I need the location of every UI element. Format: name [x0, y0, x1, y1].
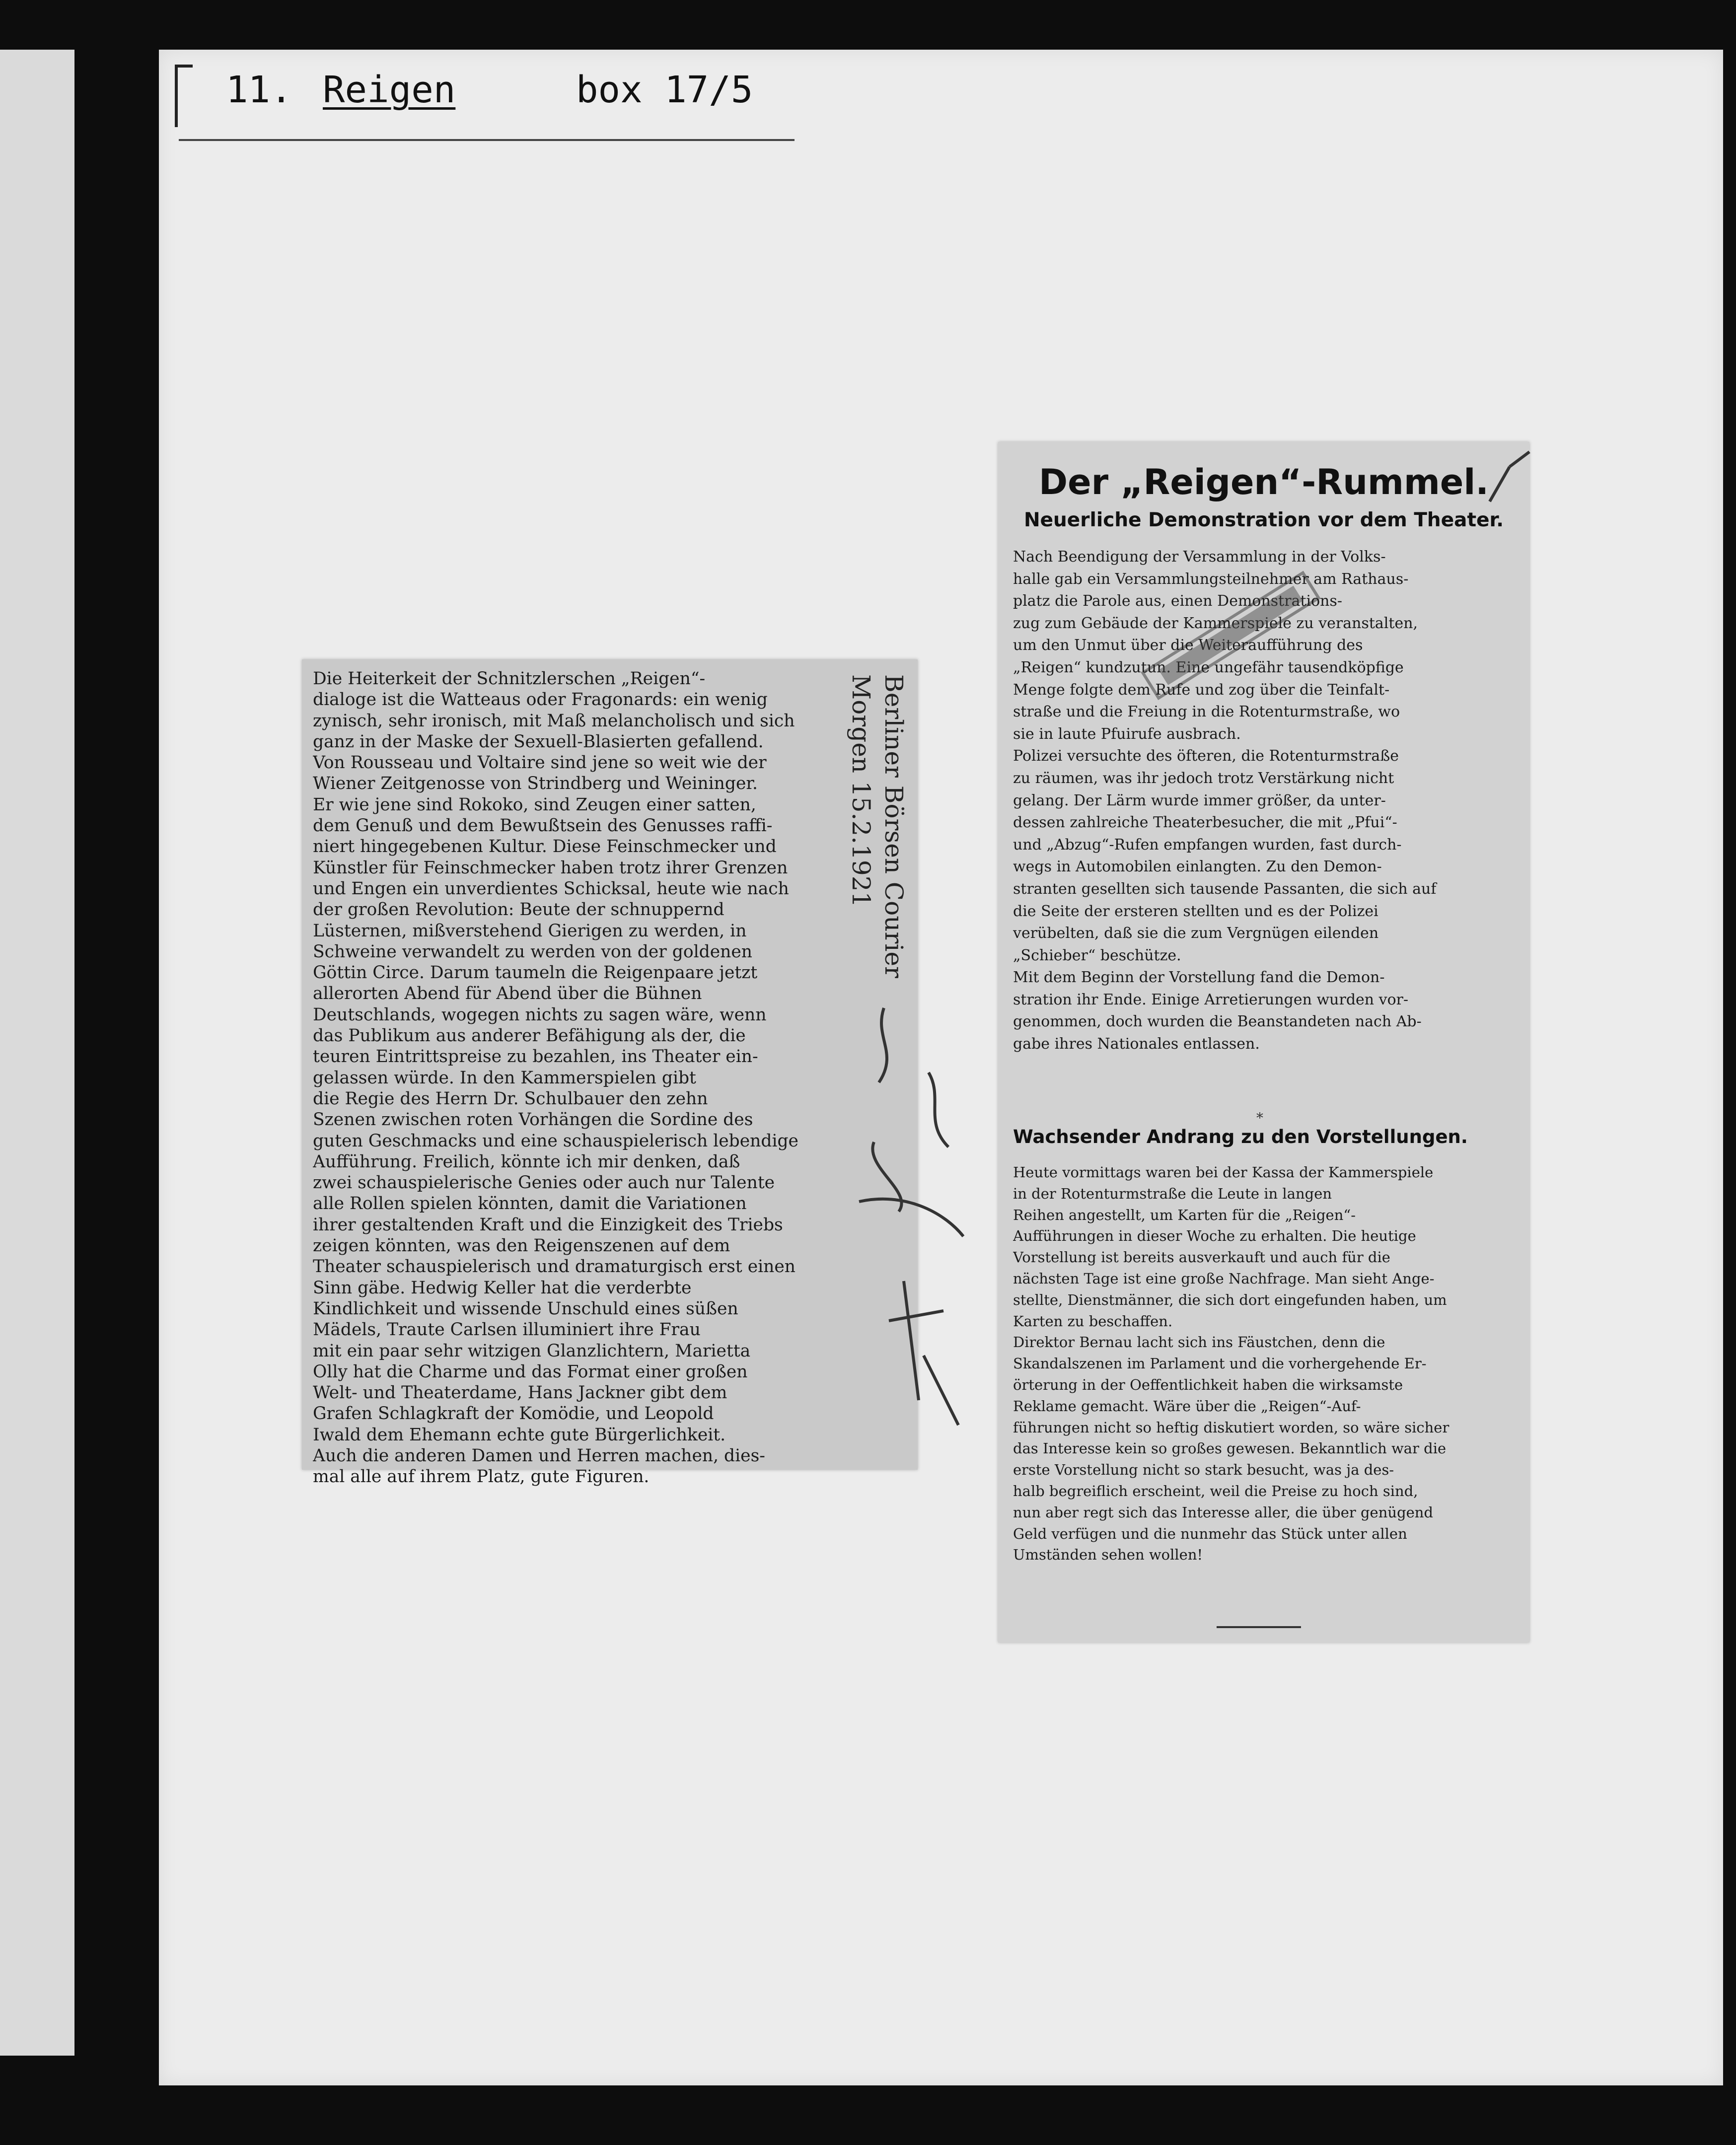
stamp-newspaper-name: Berliner Börsen Courier: [879, 674, 908, 978]
text-line: örterung in der Oeffentlichkeit haben die wirksamste: [1013, 1376, 1403, 1393]
text-line: Szenen zwischen roten Vorhängen die Sordine des: [313, 1110, 753, 1130]
text-line: führungen nicht so heftig diskutiert worden, so wäre sicher: [1013, 1419, 1449, 1436]
article-paragraph-2: [1013, 1162, 1510, 1566]
text-line: Direktor Bernau lacht sich ins Fäustchen, denn die: [1013, 1334, 1385, 1351]
text-line: ihrer gestaltenden Kraft und die Einzigkeit des Triebs: [313, 1215, 783, 1235]
text-line: Umständen sehen wollen!: [1013, 1546, 1203, 1564]
article-subheadline: Neuerliche Demonstration vor dem Theater.: [1023, 509, 1504, 531]
corner-mark: [175, 65, 193, 127]
text-line: platz die Parole aus, einen Demonstrations-: [1013, 592, 1343, 610]
text-line: Mädels, Traute Carlsen illuminiert ihre Frau: [313, 1320, 701, 1340]
overprint-stamp: [1078, 549, 1375, 727]
text-line: Wiener Zeitgenosse von Strindberg und Weininger.: [313, 774, 758, 794]
text-line: Von Rousseau und Voltaire sind jene so weit wie der: [313, 753, 767, 773]
review-text: [313, 668, 829, 1488]
text-line: stration ihr Ende. Einige Arretierungen wurden vor-: [1013, 991, 1409, 1008]
text-line: Kindlichkeit und wissende Unschuld eines süßen: [313, 1298, 738, 1319]
text-line: genommen, doch wurden die Beanstandeten nach Ab-: [1013, 1013, 1422, 1031]
text-line: Lüsternen, mißverstehend Gierigen zu werden, in: [313, 921, 747, 941]
text-line: Welt- und Theaterdame, Hans Jackner gibt dem: [313, 1383, 727, 1403]
newspaper-clipping-report: [998, 442, 1529, 1643]
text-line: Olly hat die Charme und das Format einer großen: [313, 1361, 748, 1382]
text-line: das Publikum aus anderer Befähigung als der, die: [313, 1026, 746, 1046]
text-line: mal alle auf ihrem Platz, gute Figuren.: [313, 1467, 650, 1487]
text-line: gabe ihres Nationales entlassen.: [1013, 1035, 1260, 1053]
text-line: gelang. Der Lärm wurde immer größer, da unter-: [1013, 791, 1386, 809]
text-line: dessen zahlreiche Theaterbesucher, die mit „Pfui“-: [1013, 814, 1397, 832]
sheet-header: [179, 55, 795, 141]
text-line: Er wie jene sind Rokoko, sind Zeugen einer satten,: [313, 794, 756, 815]
text-line: Karten zu beschaffen.: [1013, 1312, 1173, 1330]
text-line: der großen Revolution: Beute der schnuppernd: [313, 900, 724, 920]
adjacent-page-strip: [0, 50, 74, 2056]
text-line: in der Rotenturmstraße die Leute in langen: [1013, 1185, 1332, 1202]
text-line: Nach Beendigung der Versammlung in der Volks-: [1013, 548, 1386, 566]
text-line: gelassen würde. In den Kammerspielen gibt: [313, 1068, 696, 1088]
sheet-title: Reigen: [323, 69, 456, 111]
text-line: Die Heiterkeit der Schnitzlerschen „Reigen“-: [313, 669, 706, 689]
text-line: verübelten, daß sie die zum Vergnügen eilenden: [1013, 925, 1379, 942]
text-line: Sinn gäbe. Hedwig Keller hat die verderbte: [313, 1278, 692, 1298]
stamp-date: Morgen 15.2.1921: [847, 674, 875, 908]
text-line: halb begreiflich erscheint, weil die Preise zu hoch sind,: [1013, 1482, 1418, 1500]
text-line: Reklame gemacht. Wäre über die „Reigen“-Auf-: [1013, 1397, 1361, 1415]
end-rule: [1217, 1626, 1301, 1628]
text-line: „Schieber“ beschütze.: [1013, 946, 1181, 964]
text-line: guten Geschmacks und eine schauspielerisch lebendige: [313, 1131, 798, 1151]
text-line: straße und die Freiung in die Rotenturmstraße, wo: [1013, 703, 1400, 721]
text-line: Aufführungen in dieser Woche zu erhalten. Die heutige: [1013, 1227, 1416, 1245]
text-line: Schweine verwandelt zu werden von der goldenen: [313, 941, 752, 962]
text-line: die Seite der ersteren stellten und es der Polizei: [1013, 902, 1378, 920]
text-line: Theater schauspielerisch und dramaturgisch erst einen: [313, 1257, 796, 1277]
text-line: Iwald dem Ehemann echte gute Bürgerlichkeit.: [313, 1425, 726, 1445]
text-line: und „Abzug“-Rufen empfangen wurden, fast durch-: [1013, 836, 1402, 854]
text-line: Vorstellung ist bereits ausverkauft und auch für die: [1013, 1249, 1390, 1266]
text-line: nächsten Tage ist eine große Nachfrage. Man sieht Ange-: [1013, 1270, 1435, 1287]
text-line: Grafen Schlagkraft der Komödie, und Leopold: [313, 1404, 714, 1424]
text-line: Mit dem Beginn der Vorstellung fand die Demon-: [1013, 969, 1385, 987]
newspaper-clipping-review: [302, 659, 918, 1487]
text-line: dialoge ist die Watteaus oder Fragonards: ein wenig: [313, 690, 768, 710]
text-line: stranten gesellten sich tausende Passanten, die sich auf: [1013, 880, 1437, 898]
article-headline: Der „Reigen“-Rummel.: [1038, 462, 1489, 502]
text-line: Künstler für Feinschmecker haben trotz ihrer Grenzen: [313, 858, 788, 878]
text-line: und Engen ein unverdientes Schicksal, heute wie nach: [313, 878, 789, 899]
text-line: die Regie des Herrn Dr. Schulbauer den zehn: [313, 1088, 708, 1109]
text-line: erste Vorstellung nicht so stark besucht, was ja des-: [1013, 1461, 1394, 1479]
text-line: „Reigen“ kundzutun. Eine ungefähr tausendköpfige: [1013, 658, 1404, 676]
text-line: Heute vormittags waren bei der Kassa der Kammerspiele: [1013, 1164, 1434, 1181]
text-line: Göttin Circe. Darum taumeln die Reigenpaare jetzt: [313, 963, 758, 983]
text-line: nun aber regt sich das Interesse aller, die über genügend: [1013, 1503, 1434, 1521]
text-line: Deutschlands, wogegen nichts zu sagen wäre, wenn: [313, 1004, 767, 1025]
text-line: stellte, Dienstmänner, die sich dort eingefunden haben, um: [1013, 1291, 1447, 1308]
text-line: zwei schauspielerische Genies oder auch nur Talente: [313, 1173, 775, 1193]
text-line: um den Unmut über die Weiteraufführung des: [1013, 637, 1363, 654]
text-line: Reihen angestellt, um Karten für die „Reigen“-: [1013, 1206, 1356, 1223]
pencil-tick-mark: [1480, 447, 1539, 516]
text-line: sie in laute Pfuirufe ausbrach.: [1013, 725, 1241, 743]
text-line: Menge folgte dem Rufe und zog über die Teinfalt-: [1013, 681, 1390, 699]
text-line: zug zum Gebäude der Kammerspiele zu veranstalten,: [1013, 614, 1418, 632]
text-line: das Interesse kein so großes gewesen. Bekanntlich war die: [1013, 1440, 1447, 1457]
text-line: zynisch, sehr ironisch, mit Maß melancholisch und sich: [313, 711, 795, 731]
text-line: niert hingegebenen Kultur. Diese Feinschmecker und: [313, 837, 777, 857]
text-line: wegs in Automobilen einlangten. Zu den Demon-: [1013, 858, 1382, 876]
text-line: allerorten Abend für Abend über die Bühnen: [313, 984, 702, 1004]
text-line: Auch die anderen Damen und Herren machen, dies-: [313, 1445, 765, 1466]
text-line: alle Rollen spielen könnten, damit die Variationen: [313, 1194, 747, 1214]
text-line: ganz in der Maske der Sexuell-Blasierten gefallend.: [313, 731, 764, 752]
text-line: Skandalszenen im Parlament und die vorhergehende Er-: [1013, 1355, 1427, 1372]
text-line: mit ein paar sehr witzigen Glanzlichtern, Marietta: [313, 1341, 751, 1361]
section-separator: *: [1256, 1110, 1263, 1126]
article-subheadline-2: Wachsender Andrang zu den Vorstellungen.: [1013, 1126, 1468, 1147]
sheet-number: 11.: [226, 69, 292, 111]
text-line: zeigen könnten, was den Reigenszenen auf dem: [313, 1236, 730, 1256]
text-line: Polizei versuchte des öfteren, die Rotenturmstraße: [1013, 747, 1399, 765]
pencil-marks: [844, 933, 983, 1450]
text-line: Geld verfügen und die nunmehr das Stück unter allen: [1013, 1525, 1407, 1542]
box-label: box 17/5: [576, 69, 753, 111]
text-line: zu räumen, was ihr jedoch trotz Verstärkung nicht: [1013, 769, 1394, 787]
text-line: halle gab ein Versammlungsteilnehmer am Rathaus-: [1013, 570, 1409, 588]
text-line: teuren Eintrittspreise zu bezahlen, ins Theater ein-: [313, 1047, 758, 1067]
text-line: Aufführung. Freilich, könnte ich mir denken, daß: [313, 1151, 740, 1172]
text-line: dem Genuß und dem Bewußtsein des Genusses raffi-: [313, 816, 773, 836]
